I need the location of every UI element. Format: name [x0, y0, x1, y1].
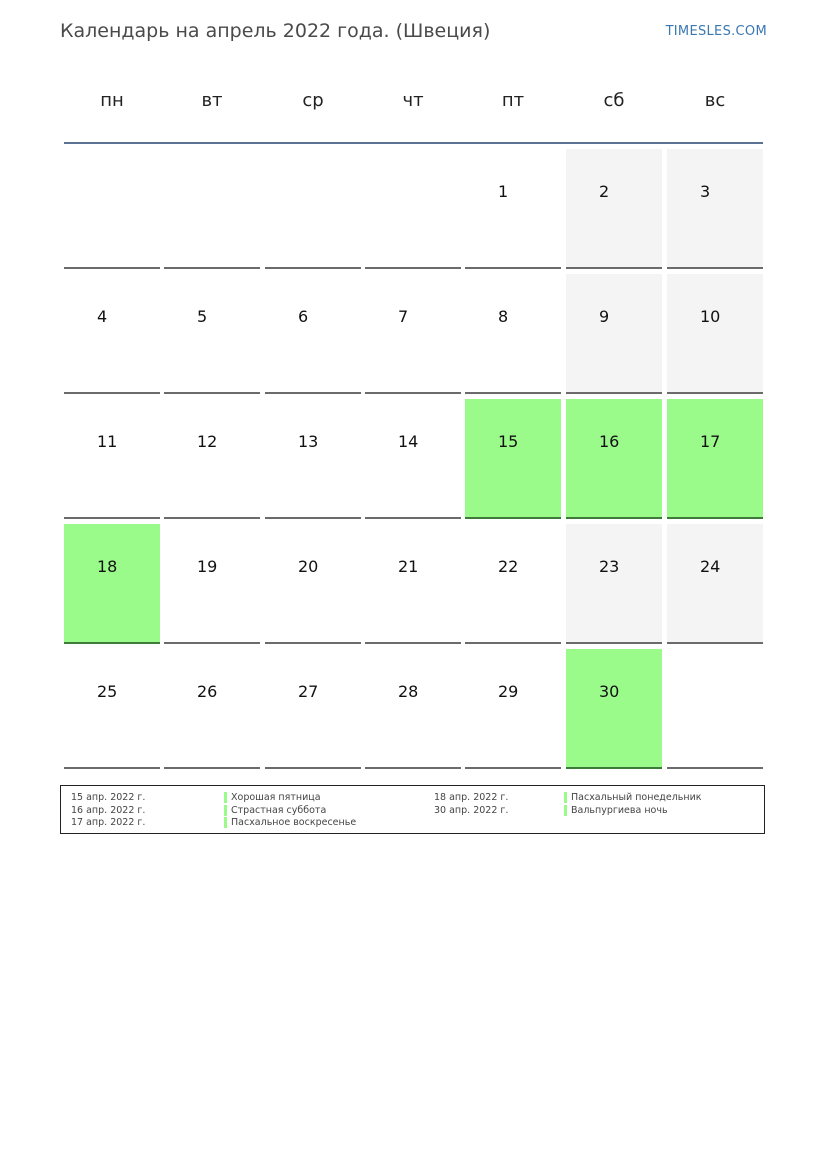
day-number: 29 [498, 682, 519, 701]
empty-cell [164, 149, 260, 269]
weekday-thu: чт [402, 90, 424, 111]
legend-holiday-name: Хорошая пятница [224, 792, 321, 803]
day-number: 28 [398, 682, 419, 701]
day-number: 15 [498, 432, 519, 451]
day-cell[interactable] [465, 649, 561, 769]
day-cell[interactable] [64, 399, 160, 519]
page-title: Календарь на апрель 2022 года. (Швеция) [60, 20, 491, 42]
legend-date: 15 апр. 2022 г. [71, 792, 146, 803]
day-cell[interactable] [164, 274, 260, 394]
day-number: 12 [197, 432, 218, 451]
calendar-grid [64, 149, 764, 774]
day-number: 11 [97, 432, 118, 451]
day-number: 19 [197, 557, 218, 576]
weekday-fri: пт [501, 90, 525, 111]
day-cell[interactable] [667, 524, 763, 644]
day-cell[interactable] [265, 649, 361, 769]
legend-holiday-name: Страстная суббота [224, 805, 326, 816]
day-cell[interactable] [164, 399, 260, 519]
day-cell[interactable] [465, 399, 561, 519]
legend-color-marker [224, 792, 227, 803]
weekday-mon: пн [100, 90, 124, 111]
day-number: 18 [97, 557, 118, 576]
weekday-tue: вт [201, 90, 223, 111]
day-number: 30 [599, 682, 620, 701]
day-number: 27 [298, 682, 319, 701]
day-number: 17 [700, 432, 721, 451]
day-number: 1 [498, 182, 509, 201]
day-cell[interactable] [164, 649, 260, 769]
day-number: 14 [398, 432, 419, 451]
day-number: 7 [398, 307, 409, 326]
empty-cell [265, 149, 361, 269]
day-cell[interactable] [265, 399, 361, 519]
day-number: 13 [298, 432, 319, 451]
day-cell[interactable] [667, 399, 763, 519]
weekday-wed: ср [302, 90, 324, 111]
day-number: 10 [700, 307, 721, 326]
day-number: 9 [599, 307, 610, 326]
legend-date: 30 апр. 2022 г. [434, 805, 509, 816]
empty-cell [365, 149, 461, 269]
weekday-sun: вс [704, 90, 726, 111]
weekday-header [64, 90, 764, 120]
legend-color-marker [564, 792, 567, 803]
day-number: 20 [298, 557, 319, 576]
legend-date: 17 апр. 2022 г. [71, 817, 146, 828]
day-number: 25 [97, 682, 118, 701]
day-cell[interactable] [465, 524, 561, 644]
legend-color-marker [224, 817, 227, 828]
day-cell[interactable] [465, 274, 561, 394]
day-cell[interactable] [365, 274, 461, 394]
brand-link[interactable]: TIMESLES.COM [665, 24, 767, 39]
day-cell[interactable] [64, 274, 160, 394]
day-cell[interactable] [265, 274, 361, 394]
day-number: 8 [498, 307, 509, 326]
day-number: 21 [398, 557, 419, 576]
day-cell[interactable] [365, 524, 461, 644]
legend-color-marker [224, 805, 227, 816]
day-number: 6 [298, 307, 309, 326]
legend-color-marker [564, 805, 567, 816]
day-number: 24 [700, 557, 721, 576]
day-number: 23 [599, 557, 620, 576]
day-cell[interactable] [566, 649, 662, 769]
legend-holiday-name: Пасхальное воскресенье [224, 817, 356, 828]
holiday-legend [60, 785, 765, 834]
day-cell[interactable] [164, 524, 260, 644]
empty-cell [667, 649, 763, 769]
day-number: 22 [498, 557, 519, 576]
day-number: 16 [599, 432, 620, 451]
legend-date: 18 апр. 2022 г. [434, 792, 509, 803]
legend-holiday-name: Пасхальный понедельник [564, 792, 702, 803]
day-cell[interactable] [667, 149, 763, 269]
empty-cell [64, 149, 160, 269]
day-cell[interactable] [566, 274, 662, 394]
legend-holiday-name: Вальпургиева ночь [564, 805, 668, 816]
weekday-sat: сб [603, 90, 625, 111]
day-cell[interactable] [64, 524, 160, 644]
day-cell[interactable] [667, 274, 763, 394]
day-cell[interactable] [365, 649, 461, 769]
day-cell[interactable] [566, 149, 662, 269]
day-number: 4 [97, 307, 108, 326]
day-cell[interactable] [566, 524, 662, 644]
day-cell[interactable] [265, 524, 361, 644]
day-number: 3 [700, 182, 711, 201]
day-cell[interactable] [465, 149, 561, 269]
day-number: 5 [197, 307, 208, 326]
legend-date: 16 апр. 2022 г. [71, 805, 146, 816]
day-cell[interactable] [365, 399, 461, 519]
header-divider [64, 142, 763, 144]
day-cell[interactable] [566, 399, 662, 519]
day-number: 26 [197, 682, 218, 701]
day-number: 2 [599, 182, 610, 201]
day-cell[interactable] [64, 649, 160, 769]
